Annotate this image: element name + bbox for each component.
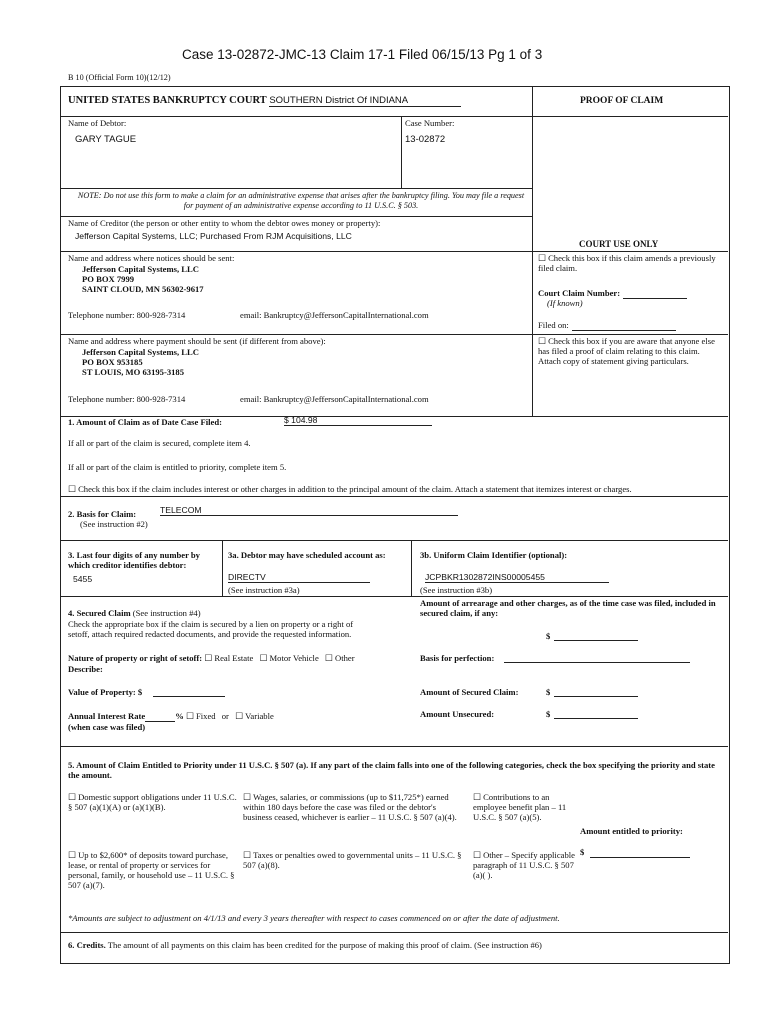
notices-line: SAINT CLOUD, MN 56302-9617 [82, 284, 204, 294]
amount-value[interactable]: $ 104.98 [284, 415, 432, 426]
scheduled-instr: (See instruction #3a) [228, 585, 300, 595]
secured-instr: (See instruction #4) [130, 608, 201, 618]
secured-amount-label: Amount of Secured Claim: [420, 687, 519, 697]
court-claim-number-field[interactable] [623, 288, 687, 299]
amend-text: Check this box if this claim amends a previously filed claim. [538, 253, 716, 273]
rate-row [68, 711, 274, 722]
priority-dollar: $ [580, 847, 585, 857]
real-estate-checkbox[interactable] [204, 653, 214, 663]
notices-address [82, 264, 204, 294]
secured-note: If all or part of the claim is secured, complete item 4. [68, 438, 251, 448]
unsecured-field[interactable] [554, 718, 638, 719]
payment-address [82, 347, 199, 377]
arrearage-field[interactable] [554, 640, 638, 641]
deposits-checkbox[interactable] [68, 850, 240, 890]
filed-on-field[interactable] [572, 320, 676, 331]
priority-label: 5. Amount of Claim Entitled to Priority under 11 U.S.C. § 507 (a). If any part of the claim falls into one of the following categories, check the box specifying the priority and state the amount. [68, 760, 715, 780]
row-divider [60, 596, 728, 597]
aware-checkbox[interactable] [538, 336, 722, 366]
property-value-field[interactable] [153, 696, 225, 697]
col-divider [222, 540, 223, 596]
secured-desc: Check the appropriate box if the claim is secured by a lien on property or a right of setoff, attach required redacted documents, and provide the requested information. [68, 619, 354, 639]
priority-note: If all or part of the claim is entitled to priority, complete item 5. [68, 462, 287, 472]
amend-checkbox[interactable] [538, 253, 724, 273]
secured-heading [68, 608, 201, 618]
taxes-text: Taxes or penalties owed to governmental units – 11 U.S.C. § 507 (a)(8). [243, 850, 462, 870]
filed-on-label: Filed on: [538, 320, 569, 330]
wages-checkbox[interactable] [243, 792, 463, 822]
court-label: UNITED STATES BANKRUPTCY COURT [68, 95, 267, 106]
other-priority-text: Other – Specify applicable paragraph of 11 U.S.C. § 507 (a)( ). [473, 850, 575, 880]
row-divider [60, 540, 728, 541]
priority-amount-field[interactable] [590, 857, 690, 858]
interest-text: Check this box if the claim includes interest or other charges in addition to the principal amount of the claim. Attach a statement that itemizes interest or charges. [78, 484, 632, 494]
row-divider [60, 188, 532, 189]
basis-value[interactable]: TELECOM [160, 505, 458, 516]
row-divider [60, 251, 728, 252]
basis-instr: (See instruction #2) [80, 519, 148, 529]
other-priority-checkbox[interactable] [473, 850, 577, 880]
payment-line: ST LOUIS, MO 63195-3185 [82, 367, 185, 377]
row-divider [60, 116, 728, 117]
page-header: Case 13-02872-JMC-13 Claim 17-1 Filed 06/15/13 Pg 1 of 3 [182, 47, 543, 62]
aware-text: Check this box if you are aware that anyone else has filed a proof of claim relating to this claim. Attach copy of statement giving particulars. [538, 336, 715, 366]
contrib-checkbox[interactable] [473, 792, 577, 822]
scheduled-value[interactable]: DIRECTV [228, 572, 370, 583]
deposits-text: Up to $2,600* of deposits toward purchase, lease, or rental of property or services for personal, family, or household use – 11 U.S.C. § 507 (a)(7). [68, 850, 235, 890]
describe-label: Describe: [68, 664, 103, 674]
payment-line: Jefferson Capital Systems, LLC [82, 347, 199, 357]
notices-line: PO BOX 7999 [82, 274, 135, 284]
domestic-text: Domestic support obligations under 11 U.S.C. § 507 (a)(1)(A) or (a)(1)(B). [68, 792, 237, 812]
nature-row [68, 653, 355, 663]
arrearage-label: Amount of arrearage and other charges, as of the time case was filed, included in secured claim, if any: [420, 598, 716, 618]
row-divider [60, 216, 532, 217]
when-filed: (when case was filed) [68, 722, 146, 732]
notices-email: email: Bankruptcy@JeffersonCapitalInternational.com [240, 310, 429, 320]
case-number: 13-02872 [405, 134, 446, 145]
scheduled-label: 3a. Debtor may have scheduled account as: [228, 550, 386, 560]
last-four-label: 3. Last four digits of any number by which creditor identifies debtor: [68, 550, 200, 570]
wages-text: Wages, salaries, or commissions (up to $11,725*) earned within 180 days before the case was filed or the debtor's business ceased, whichever is earlier – 11 U.S.C. § 507 (a)(4). [243, 792, 457, 822]
perfection-label: Basis for perfection: [420, 653, 495, 663]
basis-label: 2. Basis for Claim: [68, 509, 137, 519]
notices-line: Jefferson Capital Systems, LLC [82, 264, 199, 274]
notices-phone: Telephone number: 800-928-7314 [68, 310, 186, 320]
row-divider [60, 932, 728, 933]
rate-label: Annual Interest Rate [68, 711, 146, 721]
real-estate-label: Real Estate [214, 653, 254, 663]
credits-row [68, 940, 542, 950]
filed-on [538, 320, 676, 331]
creditor-name: Jefferson Capital Systems, LLC; Purchased From RJM Acquisitions, LLC [75, 231, 352, 241]
fixed-checkbox[interactable] [186, 711, 196, 721]
court-claim-number-label: Court Claim Number: [538, 288, 621, 298]
other-checkbox[interactable] [325, 653, 335, 663]
amount-label: 1. Amount of Claim as of Date Case Filed: [68, 417, 222, 427]
or-label: or [221, 711, 229, 721]
credits-label: 6. Credits. [68, 940, 106, 950]
rate-field[interactable] [145, 711, 175, 722]
variable-checkbox[interactable] [235, 711, 245, 721]
case-number-label: Case Number: [405, 118, 455, 128]
uci-instr: (See instruction #3b) [420, 585, 493, 595]
other-label: Other [335, 653, 355, 663]
motor-vehicle-checkbox[interactable] [259, 653, 269, 663]
creditor-label: Name of Creditor (the person or other entity to whom the debtor owes money or property): [68, 218, 381, 228]
last-four-value: 5455 [73, 574, 93, 584]
secured-amount-dollar: $ [546, 687, 551, 697]
col-divider [411, 540, 412, 596]
perfection-field[interactable] [504, 662, 690, 663]
unsecured-dollar: $ [546, 709, 551, 719]
payment-line: PO BOX 953185 [82, 357, 143, 367]
row-divider [60, 496, 728, 497]
credits-text: The amount of all payments on this claim has been credited for the purpose of making this proof of claim. (See instruction #6) [105, 940, 542, 950]
uci-label: 3b. Uniform Claim Identifier (optional): [420, 550, 568, 560]
variable-label: Variable [245, 711, 274, 721]
rate-percent: % [175, 711, 184, 721]
note: NOTE: Do not use this form to make a claim for an administrative expense that arises after the bankruptcy filing. You may file a request for payment of an administrative expense according to 11 U.S.C. § 503. [77, 191, 525, 210]
property-value-label: Value of Property: $ [68, 687, 143, 697]
interest-checkbox[interactable] [68, 484, 632, 494]
form-id: B 10 (Official Form 10)(12/12) [68, 73, 171, 82]
motor-vehicle-label: Motor Vehicle [269, 653, 319, 663]
row-divider [60, 334, 728, 335]
priority-footnote: *Amounts are subject to adjustment on 4/1/13 and every 3 years thereafter with respect to cases commenced on or after the date of adjustment. [68, 913, 560, 923]
taxes-checkbox[interactable] [243, 850, 471, 870]
court-district: SOUTHERN District Of INDIANA [269, 95, 461, 107]
proof-title: PROOF OF CLAIM [580, 96, 664, 106]
court-heading [68, 95, 461, 107]
secured-amount-field[interactable] [554, 696, 638, 697]
row-divider [60, 746, 728, 747]
if-known: (If known) [547, 298, 583, 308]
domestic-checkbox[interactable] [68, 792, 240, 812]
debtor-label: Name of Debtor: [68, 118, 127, 128]
priority-amount-label: Amount entitled to priority: [580, 826, 683, 836]
uci-value[interactable]: JCPBKR1302872INS00005455 [425, 572, 609, 583]
debtor-name: GARY TAGUE [75, 134, 137, 145]
case-divider [401, 116, 402, 188]
payment-email: email: Bankruptcy@JeffersonCapitalInternational.com [240, 394, 429, 404]
court-use-only: COURT USE ONLY [579, 239, 659, 249]
notices-label: Name and address where notices should be sent: [68, 253, 235, 263]
unsecured-label: Amount Unsecured: [420, 709, 495, 719]
contrib-text: Contributions to an employee benefit plan – 11 U.S.C. § 507 (a)(5). [473, 792, 567, 822]
nature-label: Nature of property or right of setoff: [68, 653, 203, 663]
secured-label: 4. Secured Claim [68, 608, 131, 618]
payment-label: Name and address where payment should be sent (if different from above): [68, 336, 326, 346]
fixed-label: Fixed [196, 711, 216, 721]
arrearage-dollar: $ [546, 631, 551, 641]
payment-phone: Telephone number: 800-928-7314 [68, 394, 186, 404]
